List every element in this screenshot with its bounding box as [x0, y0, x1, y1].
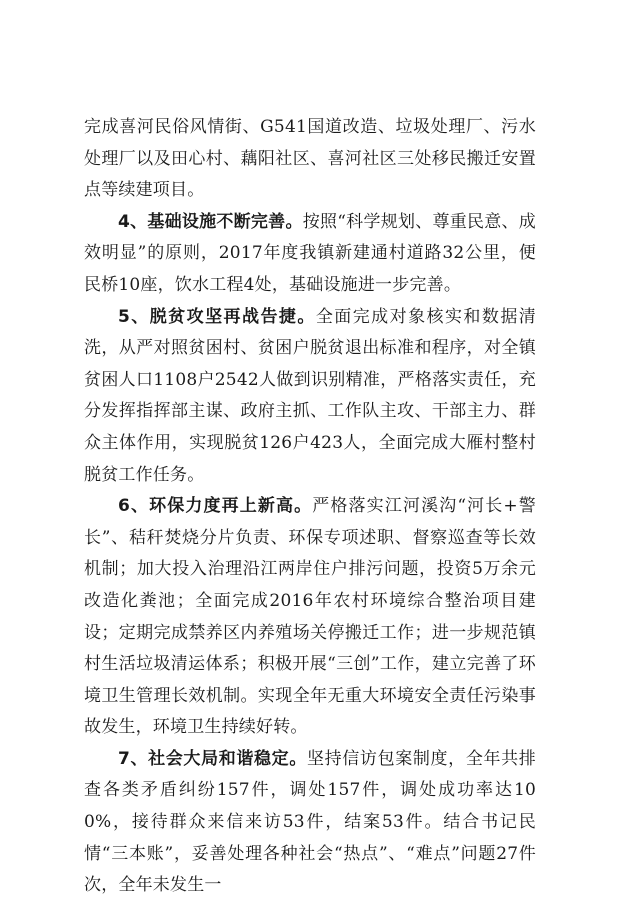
- paragraph-environmental-protection: [84, 491, 536, 744]
- paragraph-body: 全面完成对象核实和数据清洗，从严对照贫困村、贫困户脱贫退出标准和程序，对全镇贫困人口1108户2542人做到识别精准，严格落实责任，充分发挥指挥部主谋、政府主抓、工作队主攻、干部主力、群众主体作用，实现脱贫126户423人，全面完成大雁村整村脱贫工作任务。: [84, 306, 536, 485]
- paragraph-body: 坚持信访包案制度，全年共排查各类矛盾纠纷157件，调处157件，调处成功率达100%，接待群众来信来访53件，结案53件。结合书记民情“三本账”，妥善处理各种社会“热点”、“难点”问题27件次，全年未发生一: [84, 748, 536, 896]
- paragraph-social-stability: [84, 744, 536, 902]
- paragraph-heading: 7、社会大局和谐稳定。: [118, 748, 307, 769]
- paragraph-body: 按照“科学规划、尊重民意、成效明显”的原则，2017年度我镇新建通村道路32公里，便民桥10座，饮水工程4处，基础设施进一步完善。: [84, 211, 536, 295]
- paragraph-continuation: [84, 112, 536, 207]
- paragraph-heading: 6、环保力度再上新高。: [118, 496, 313, 517]
- paragraph-body: 严格落实江河溪沟“河长+警长”、秸秆焚烧分片负责、环保专项述职、督察巡查等长效机制；加大投入治理沿江两岸住户排污问题，投资5万余元改造化粪池；全面完成2016年农村环境综合整治项目建设；定期完成禁养区内养殖场关停搬迁工作；进一步规范镇村生活垃圾清运体系；积极开展“三创”工作，建立完善了环境卫生管理长效机制。实现全年无重大环境安全责任污染事故发生，环境卫生持续好转。: [84, 496, 536, 738]
- paragraph-infrastructure: [84, 207, 536, 302]
- paragraph-body: 完成喜河民俗风情街、G541国道改造、垃圾处理厂、污水处理厂以及田心村、藕阳社区、喜河社区三处移民搬迁安置点等续建项目。: [84, 117, 536, 201]
- paragraph-heading: 5、脱贫攻坚再战告捷。: [118, 306, 316, 327]
- paragraph-heading: 4、基础设施不断完善。: [118, 211, 303, 232]
- paragraph-poverty-alleviation: [84, 302, 536, 492]
